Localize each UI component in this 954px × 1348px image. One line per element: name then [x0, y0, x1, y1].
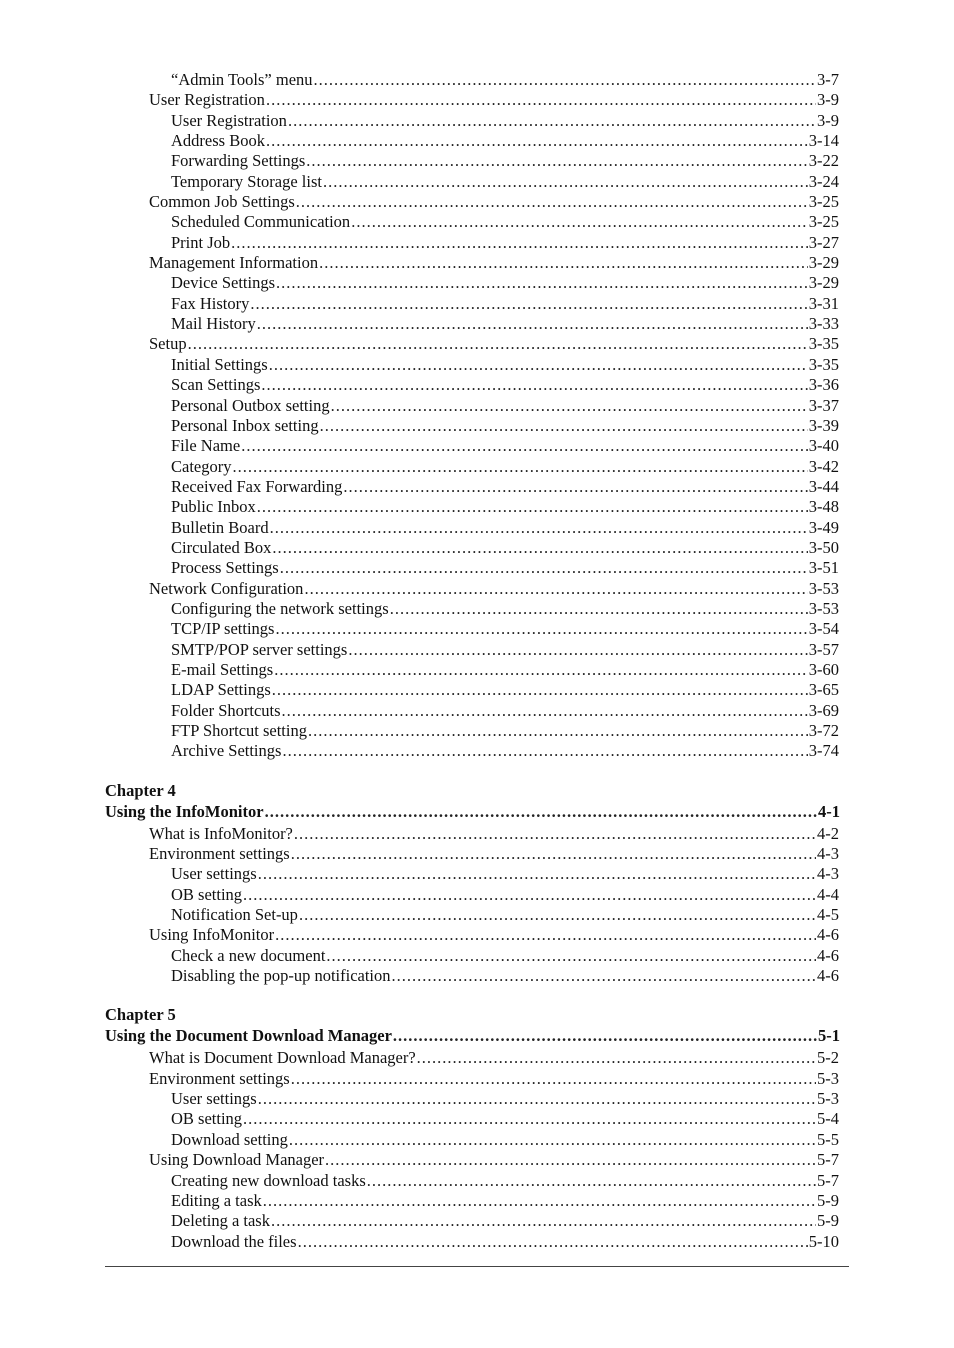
- toc-entry[interactable]: [105, 1150, 839, 1170]
- toc-entry[interactable]: [105, 253, 839, 273]
- dot-leader: [258, 864, 816, 884]
- toc-entry[interactable]: [105, 1232, 839, 1252]
- toc-entry[interactable]: [105, 1109, 839, 1129]
- toc-entry-page: 5-4: [817, 1109, 839, 1129]
- dot-leader: [296, 192, 808, 212]
- toc-entry-chapter-title[interactable]: [105, 1025, 839, 1048]
- chapter-block: [105, 1004, 839, 1251]
- dot-leader: [265, 801, 817, 822]
- dot-leader: [280, 558, 808, 578]
- toc-entry-page: 3-35: [808, 354, 839, 374]
- toc-entry-page: 3-9: [817, 90, 839, 110]
- toc-entry-page: 5-5: [817, 1129, 839, 1149]
- toc-entry-title: Creating new download tasks: [171, 1170, 366, 1190]
- toc-entry-page: 3-54: [808, 619, 839, 639]
- toc-entry[interactable]: [105, 497, 839, 517]
- dot-leader: [263, 1191, 816, 1211]
- dot-leader: [272, 538, 807, 558]
- toc-entry-page: 3-27: [808, 232, 839, 252]
- toc-entry[interactable]: [105, 844, 839, 864]
- dot-leader: [417, 1048, 816, 1068]
- toc-entry[interactable]: [105, 314, 839, 334]
- dot-leader: [288, 111, 816, 131]
- dot-leader: [258, 1089, 816, 1109]
- toc-entry-title: Management Information: [149, 253, 319, 273]
- toc-entry[interactable]: [105, 1048, 839, 1068]
- toc-entry[interactable]: [105, 640, 839, 660]
- toc-entry-title: Using the Document Download Manager: [105, 1026, 392, 1046]
- toc-entry-title: Common Job Settings: [149, 192, 295, 212]
- toc-entry-page: 3-65: [808, 680, 839, 700]
- toc-entry-title: User settings: [171, 864, 257, 884]
- toc-entry[interactable]: [105, 741, 839, 761]
- toc-entry-page: 3-9: [817, 110, 839, 130]
- dot-leader: [271, 1211, 816, 1231]
- toc-entry-title: Personal Inbox setting: [171, 415, 319, 435]
- toc-entry[interactable]: [105, 721, 839, 741]
- dot-leader: [291, 1069, 816, 1089]
- toc-entry-title: Deleting a task: [171, 1211, 270, 1231]
- toc-entry-title: Using the InfoMonitor: [105, 801, 264, 821]
- toc-entry[interactable]: [105, 375, 839, 395]
- dot-leader: [241, 436, 808, 456]
- dot-leader: [308, 721, 808, 741]
- toc-entry[interactable]: [105, 416, 839, 436]
- dot-leader: [275, 925, 816, 945]
- toc-entry[interactable]: [105, 660, 839, 680]
- toc-entry[interactable]: [105, 436, 839, 456]
- toc-entry-page: 3-74: [808, 741, 839, 761]
- toc-entry-title: User Registration: [149, 90, 265, 110]
- toc-entry-page: 3-22: [808, 151, 839, 171]
- dot-leader: [351, 212, 808, 232]
- toc-entry-title: Category: [171, 456, 232, 476]
- toc-entry[interactable]: [105, 925, 839, 945]
- toc-entry-title: Check a new document: [171, 945, 326, 965]
- toc-entry[interactable]: [105, 334, 839, 354]
- toc-entry-page: 4-3: [817, 844, 839, 864]
- toc-entry[interactable]: [105, 905, 839, 925]
- toc-entry[interactable]: [105, 518, 839, 538]
- toc-entry[interactable]: [105, 1069, 839, 1089]
- toc-entry[interactable]: [105, 680, 839, 700]
- dot-leader: [276, 273, 808, 293]
- dot-leader: [282, 701, 808, 721]
- toc-entry-page: 3-53: [808, 578, 839, 598]
- toc-entry-title: Bulletin Board: [171, 517, 269, 537]
- toc-entry-title: Folder Shortcuts: [171, 700, 281, 720]
- toc-entry-title: Forwarding Settings: [171, 151, 306, 171]
- dot-leader: [282, 741, 807, 761]
- toc-entry-title: Received Fax Forwarding: [171, 476, 343, 496]
- toc-entry-title: E-mail Settings: [171, 659, 274, 679]
- dot-leader: [266, 131, 808, 151]
- dot-leader: [319, 253, 808, 273]
- toc-entry-page: 4-2: [817, 823, 839, 843]
- toc-entry-title: Download the files: [171, 1231, 297, 1251]
- toc-entry-page: 3-42: [808, 456, 839, 476]
- toc-entry-page: 3-31: [808, 293, 839, 313]
- toc-entry-page: 5-7: [817, 1150, 839, 1170]
- toc-entry-page: 5-7: [817, 1170, 839, 1190]
- toc-entry-chapter-title[interactable]: [105, 801, 839, 824]
- dot-leader: [275, 619, 807, 639]
- toc-entry-title: User Registration: [171, 110, 287, 130]
- toc-entry-page: 4-6: [817, 945, 839, 965]
- dot-leader: [289, 1130, 816, 1150]
- toc-entry-page: 5-1: [818, 1026, 840, 1046]
- toc-entry-page: 3-40: [808, 436, 839, 456]
- toc-entry[interactable]: [105, 701, 839, 721]
- toc-entry-title: Mail History: [171, 314, 256, 334]
- toc-entry[interactable]: [105, 1211, 839, 1231]
- toc-entry-title: Initial Settings: [171, 354, 268, 374]
- toc-entry-title: TCP/IP settings: [171, 619, 275, 639]
- toc-entry[interactable]: [105, 396, 839, 416]
- toc-entry-title: Disabling the pop-up notification: [171, 966, 391, 986]
- toc-entry-page: 4-6: [817, 966, 839, 986]
- chapter-label: Chapter 4: [105, 780, 176, 800]
- dot-leader: [250, 294, 807, 314]
- toc-entry-page: 3-39: [808, 415, 839, 435]
- dot-leader: [257, 314, 808, 334]
- dot-leader: [299, 905, 816, 925]
- dot-leader: [274, 660, 808, 680]
- dot-leader: [243, 885, 816, 905]
- toc-entry[interactable]: [105, 1191, 839, 1211]
- toc-entry[interactable]: [105, 233, 839, 253]
- toc-entry-page: 4-4: [817, 884, 839, 904]
- toc-entry-page: 3-24: [808, 171, 839, 191]
- toc-entry[interactable]: [105, 111, 839, 131]
- dot-leader: [232, 457, 807, 477]
- dot-leader: [323, 172, 808, 192]
- toc-entry-page: 4-3: [817, 864, 839, 884]
- toc-entry-page: 3-69: [808, 700, 839, 720]
- toc-entry[interactable]: [105, 355, 839, 375]
- toc-entry-title: Fax History: [171, 293, 250, 313]
- toc-entry-title: What is Document Download Manager?: [149, 1048, 416, 1068]
- toc-entry-page: 5-3: [817, 1068, 839, 1088]
- toc-entry-page: 3-14: [808, 131, 839, 151]
- dot-leader: [392, 966, 816, 986]
- dot-leader: [272, 680, 808, 700]
- footer-rule: [105, 1266, 849, 1267]
- toc-entry-title: Device Settings: [171, 273, 276, 293]
- toc-entry-title: Notification Set-up: [171, 905, 298, 925]
- toc-entry[interactable]: [105, 946, 839, 966]
- toc-entry[interactable]: [105, 579, 839, 599]
- toc-entry-title: Using Download Manager: [149, 1150, 325, 1170]
- toc-entry-page: 4-1: [818, 801, 840, 821]
- dot-leader: [331, 396, 808, 416]
- dot-leader: [291, 844, 816, 864]
- toc-entry-page: 3-50: [808, 537, 839, 557]
- toc-entry-page: 3-49: [808, 517, 839, 537]
- dot-leader: [390, 599, 808, 619]
- toc-entry-title: Download setting: [171, 1129, 288, 1149]
- table-of-contents: [105, 70, 839, 1252]
- toc-entry-page: 3-48: [808, 497, 839, 517]
- toc-entry-page: 3-44: [808, 476, 839, 496]
- toc-entry-title: Environment settings: [149, 1068, 290, 1088]
- toc-entry-title: Print Job: [171, 232, 231, 252]
- toc-entry-page: 5-3: [817, 1089, 839, 1109]
- toc-entry[interactable]: [105, 1089, 839, 1109]
- toc-entry-title: Configuring the network settings: [171, 598, 389, 618]
- toc-entry[interactable]: [105, 885, 839, 905]
- toc-entry-title: Scan Settings: [171, 375, 261, 395]
- toc-entry[interactable]: [105, 212, 839, 232]
- toc-entry[interactable]: [105, 558, 839, 578]
- toc-entry[interactable]: [105, 619, 839, 639]
- toc-entry-title: Process Settings: [171, 558, 279, 578]
- toc-entry[interactable]: [105, 1171, 839, 1191]
- toc-entry-page: 3-29: [808, 273, 839, 293]
- toc-entry-page: 3-51: [808, 558, 839, 578]
- toc-entry[interactable]: [105, 151, 839, 171]
- toc-entry-page: 3-36: [808, 375, 839, 395]
- toc-entry-title: Public Inbox: [171, 497, 256, 517]
- dot-leader: [306, 151, 807, 171]
- toc-entry-page: 5-2: [817, 1048, 839, 1068]
- toc-entry-title: Scheduled Communication: [171, 212, 351, 232]
- toc-entry-title: Using InfoMonitor: [149, 925, 275, 945]
- toc-entry-title: Address Book: [171, 131, 265, 151]
- toc-entry[interactable]: [105, 477, 839, 497]
- toc-entry-title: User settings: [171, 1089, 257, 1109]
- dot-leader: [393, 1025, 817, 1046]
- dot-leader: [367, 1171, 816, 1191]
- toc-entry[interactable]: [105, 273, 839, 293]
- toc-entry-page: 3-35: [808, 334, 839, 354]
- dot-leader: [348, 640, 807, 660]
- toc-entry-page: 3-29: [808, 253, 839, 273]
- dot-leader: [304, 579, 807, 599]
- dot-leader: [326, 946, 816, 966]
- dot-leader: [243, 1109, 816, 1129]
- chapter-label: Chapter 5: [105, 1005, 176, 1025]
- toc-entry-page: 5-9: [817, 1211, 839, 1231]
- toc-entry[interactable]: [105, 824, 839, 844]
- dot-leader: [294, 824, 816, 844]
- toc-entry-page: 5-9: [817, 1190, 839, 1210]
- toc-entry-page: 3-53: [808, 598, 839, 618]
- toc-entry[interactable]: [105, 192, 839, 212]
- toc-entry-page: 3-25: [808, 212, 839, 232]
- dot-leader: [343, 477, 807, 497]
- toc-entry-title: Personal Outbox setting: [171, 395, 330, 415]
- toc-entry-title: “Admin Tools” menu: [171, 70, 313, 89]
- toc-entry-title: Network Configuration: [149, 578, 304, 598]
- toc-entry-title: OB setting: [171, 884, 243, 904]
- toc-entry[interactable]: [105, 966, 839, 986]
- toc-entry[interactable]: [105, 131, 839, 151]
- dot-leader: [325, 1150, 816, 1170]
- dot-leader: [231, 233, 808, 253]
- toc-entry-title: Temporary Storage list: [171, 171, 322, 191]
- toc-entry-title: FTP Shortcut setting: [171, 721, 307, 740]
- dot-leader: [270, 518, 808, 538]
- toc-entry-title: LDAP Settings: [171, 680, 271, 700]
- toc-entry-page: 4-6: [817, 925, 839, 945]
- dot-leader: [298, 1232, 808, 1252]
- chapter-block: [105, 780, 839, 987]
- toc-entry-title: OB setting: [171, 1109, 243, 1129]
- toc-entry[interactable]: [105, 457, 839, 477]
- toc-entry-title: SMTP/POP server settings: [171, 639, 348, 659]
- toc-entry-page: 3-33: [808, 314, 839, 334]
- toc-entry-title: Environment settings: [149, 844, 290, 864]
- toc-entry-title: Editing a task: [171, 1190, 262, 1210]
- dot-leader: [257, 497, 808, 517]
- toc-entry[interactable]: [105, 172, 839, 192]
- dot-leader: [269, 355, 808, 375]
- toc-entry-page: 3-60: [808, 659, 839, 679]
- toc-entry-page: 3-25: [808, 192, 839, 212]
- toc-entry-page: 3-72: [808, 721, 839, 740]
- toc-entry-title: File Name: [171, 436, 241, 456]
- toc-entry-page: 3-57: [808, 639, 839, 659]
- toc-entry[interactable]: [105, 599, 839, 619]
- toc-entry[interactable]: [105, 294, 839, 314]
- dot-leader: [188, 334, 808, 354]
- toc-entry-page: 3-37: [808, 395, 839, 415]
- dot-leader: [266, 90, 816, 110]
- toc-entry[interactable]: [105, 90, 839, 110]
- toc-entry-page: 3-7: [817, 70, 839, 89]
- toc-entry[interactable]: [105, 538, 839, 558]
- toc-entry[interactable]: [105, 864, 839, 884]
- dot-leader: [261, 375, 807, 395]
- dot-leader: [314, 70, 816, 90]
- toc-entry-title: Setup: [149, 334, 187, 354]
- toc-entry-title: Archive Settings: [171, 741, 282, 761]
- toc-entry-title: What is InfoMonitor?: [149, 823, 293, 843]
- toc-entry[interactable]: [105, 1130, 839, 1150]
- toc-entry-title: Circulated Box: [171, 537, 272, 557]
- toc-entry-page: 4-5: [817, 905, 839, 925]
- dot-leader: [320, 416, 808, 436]
- toc-entry-page: 5-10: [808, 1231, 839, 1251]
- toc-entry[interactable]: [105, 70, 839, 90]
